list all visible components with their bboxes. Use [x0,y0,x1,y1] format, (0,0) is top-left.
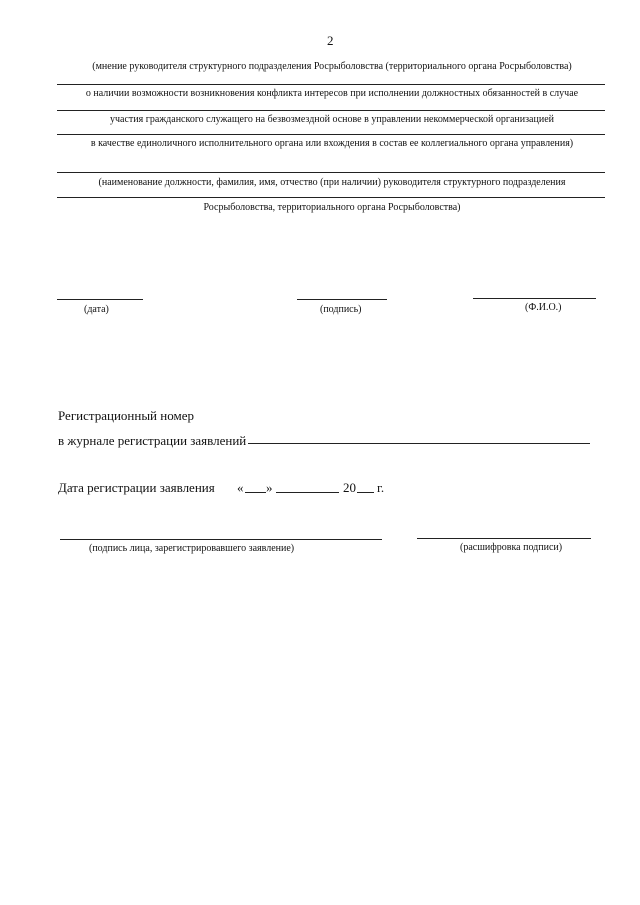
date-caption: (дата) [84,304,109,315]
day-field [245,492,266,493]
year-suffix: г. [377,480,385,495]
fio-caption: (Ф.И.О.) [525,302,562,313]
journal-label: в журнале регистрации заявлений [58,433,247,448]
signature-caption: (подпись) [320,304,362,315]
decoding-line [417,538,591,539]
opinion-caption-line-1: (мнение руководителя структурного подразделения Росрыболовства (территориального органа Росрыболовства) [92,61,572,72]
registration-number-label: Регистрационный номер [58,408,194,423]
fio-line [473,298,596,299]
opinion-rule-2 [57,110,605,111]
head-title-rule-1 [57,172,605,173]
registrar-signature-line [60,539,382,540]
day-quote-close: » [266,480,273,495]
opinion-caption-line-2: о наличии возможности возникновения конфликта интересов при исполнении должностных обязанностей в случае [85,88,579,99]
registration-date-label: Дата регистрации заявления [58,480,215,495]
year-prefix: 20 [343,480,356,495]
day-quote-open: « [237,480,244,495]
opinion-caption-line-3: участия гражданского служащего на безвозмездной основе в управлении некоммерческой организацией [109,114,554,125]
decoding-caption: (расшифровка подписи) [460,542,563,553]
year-field [357,492,374,493]
opinion-caption-line-4: в качестве единоличного исполнительного органа или вхождения в состав ее коллегиального органа управления) [90,138,574,149]
registrar-signature-caption: (подпись лица, зарегистрировавшего заявление) [89,543,295,554]
month-field [276,492,339,493]
page-number: 2 [327,33,334,48]
opinion-rule-3 [57,134,605,135]
head-title-caption-line-2: Росрыболовства, территориального органа Росрыболовства) [203,202,461,213]
head-title-caption-line-1: (наименование должности, фамилия, имя, отчество (при наличии) руководителя структурного подразделения [98,177,566,188]
journal-number-field [248,443,590,444]
opinion-rule-1 [57,84,605,85]
date-line [57,299,143,300]
head-title-rule-2 [57,197,605,198]
signature-line [297,299,387,300]
